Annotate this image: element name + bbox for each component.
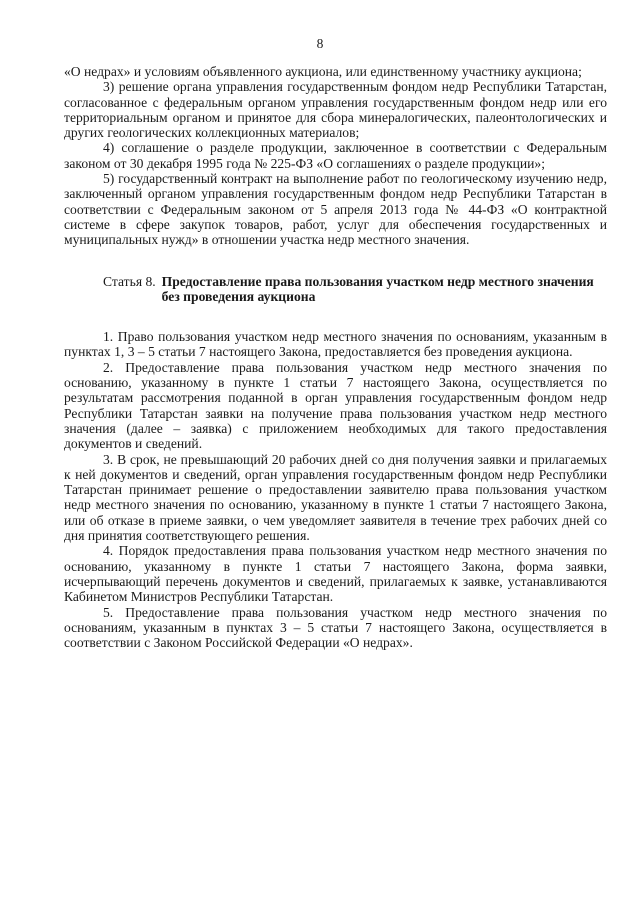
page-number: 8 bbox=[316, 36, 324, 51]
clause-2-paragraph: 2. Предоставление права пользования участком недр местного значения по основанию, указанному в пункте 1 статьи 7 настоящего Закона, осуществляется по результатам рассмотрения поданной в орган управления государственным фондом недр Республики Татарстан заявки на получение права пользования участком недр местного значения (далее – заявка) с приложением необходимых для такого предоставления документов и сведений. bbox=[64, 359, 607, 452]
document-body bbox=[64, 64, 607, 650]
article-title: Предоставление права пользования участком недр местного значения без проведения аукциона bbox=[161, 273, 594, 304]
item-5-paragraph: 5) государственный контракт на выполнение работ по геологическому изучению недр, заключенный органом управления государственным фондом недр Республики Татарстан в соответствии с Федеральным законом от 5 апреля 2013 года № 44-ФЗ «О контрактной системе в сфере закупок товаров, работ, услуг для обеспечения государственных и муниципальных нужд» в отношении участка недр местного значения. bbox=[64, 171, 607, 248]
continuation-paragraph: «О недрах» и условиям объявленного аукциона, или единственному участнику аукциона; bbox=[64, 64, 582, 79]
item-3-paragraph: 3) решение органа управления государственным фондом недр Республики Татарстан, согласованное с федеральным органом управления государственным фондом недр или его территориальным органом и принятое для сбора минералогических, палеонтологических и других геологических коллекционных материалов; bbox=[64, 79, 607, 141]
article-heading bbox=[64, 274, 607, 305]
item-4-paragraph: 4) соглашение о разделе продукции, заключенное в соответствии с Федеральным законом от 30 декабря 1995 года № 225-ФЗ «О соглашениях о разделе продукции»; bbox=[64, 140, 607, 171]
clause-3-paragraph: 3. В срок, не превышающий 20 рабочих дней со дня получения заявки и прилагаемых к ней документов и сведений, орган управления государственным фондом недр Республики Татарстан принимает решение о предоставлении заявителю права пользования участком недр местного значения по основанию, указанному в пункте 1 статьи 7 настоящего Закона, или об отказе в приеме заявки, о чем уведомляет заявителя в течение трех рабочих дней со дня принятия соответствующего решения. bbox=[64, 451, 607, 544]
clause-4-paragraph: 4. Порядок предоставления права пользования участком недр местного значения по основанию, указанному в пункте 1 статьи 7 настоящего Закона, форма заявки, исчерпывающий перечень документов и сведений, прилагаемых к заявке, устанавливаются Кабинетом Министров Республики Татарстан. bbox=[64, 543, 607, 605]
clause-5-paragraph: 5. Предоставление права пользования участком недр местного значения по основаниям, указанным в пунктах 3 – 5 статьи 7 настоящего Закона, осуществляется в соответствии с Законом Российской Федерации «О недрах». bbox=[64, 604, 607, 651]
article-label: Статья 8. bbox=[103, 273, 156, 289]
clause-1-paragraph: 1. Право пользования участком недр местного значения по основаниям, указанным в пунктах 1, 3 – 5 статьи 7 настоящего Закона, предоставляется без проведения аукциона. bbox=[64, 329, 607, 360]
